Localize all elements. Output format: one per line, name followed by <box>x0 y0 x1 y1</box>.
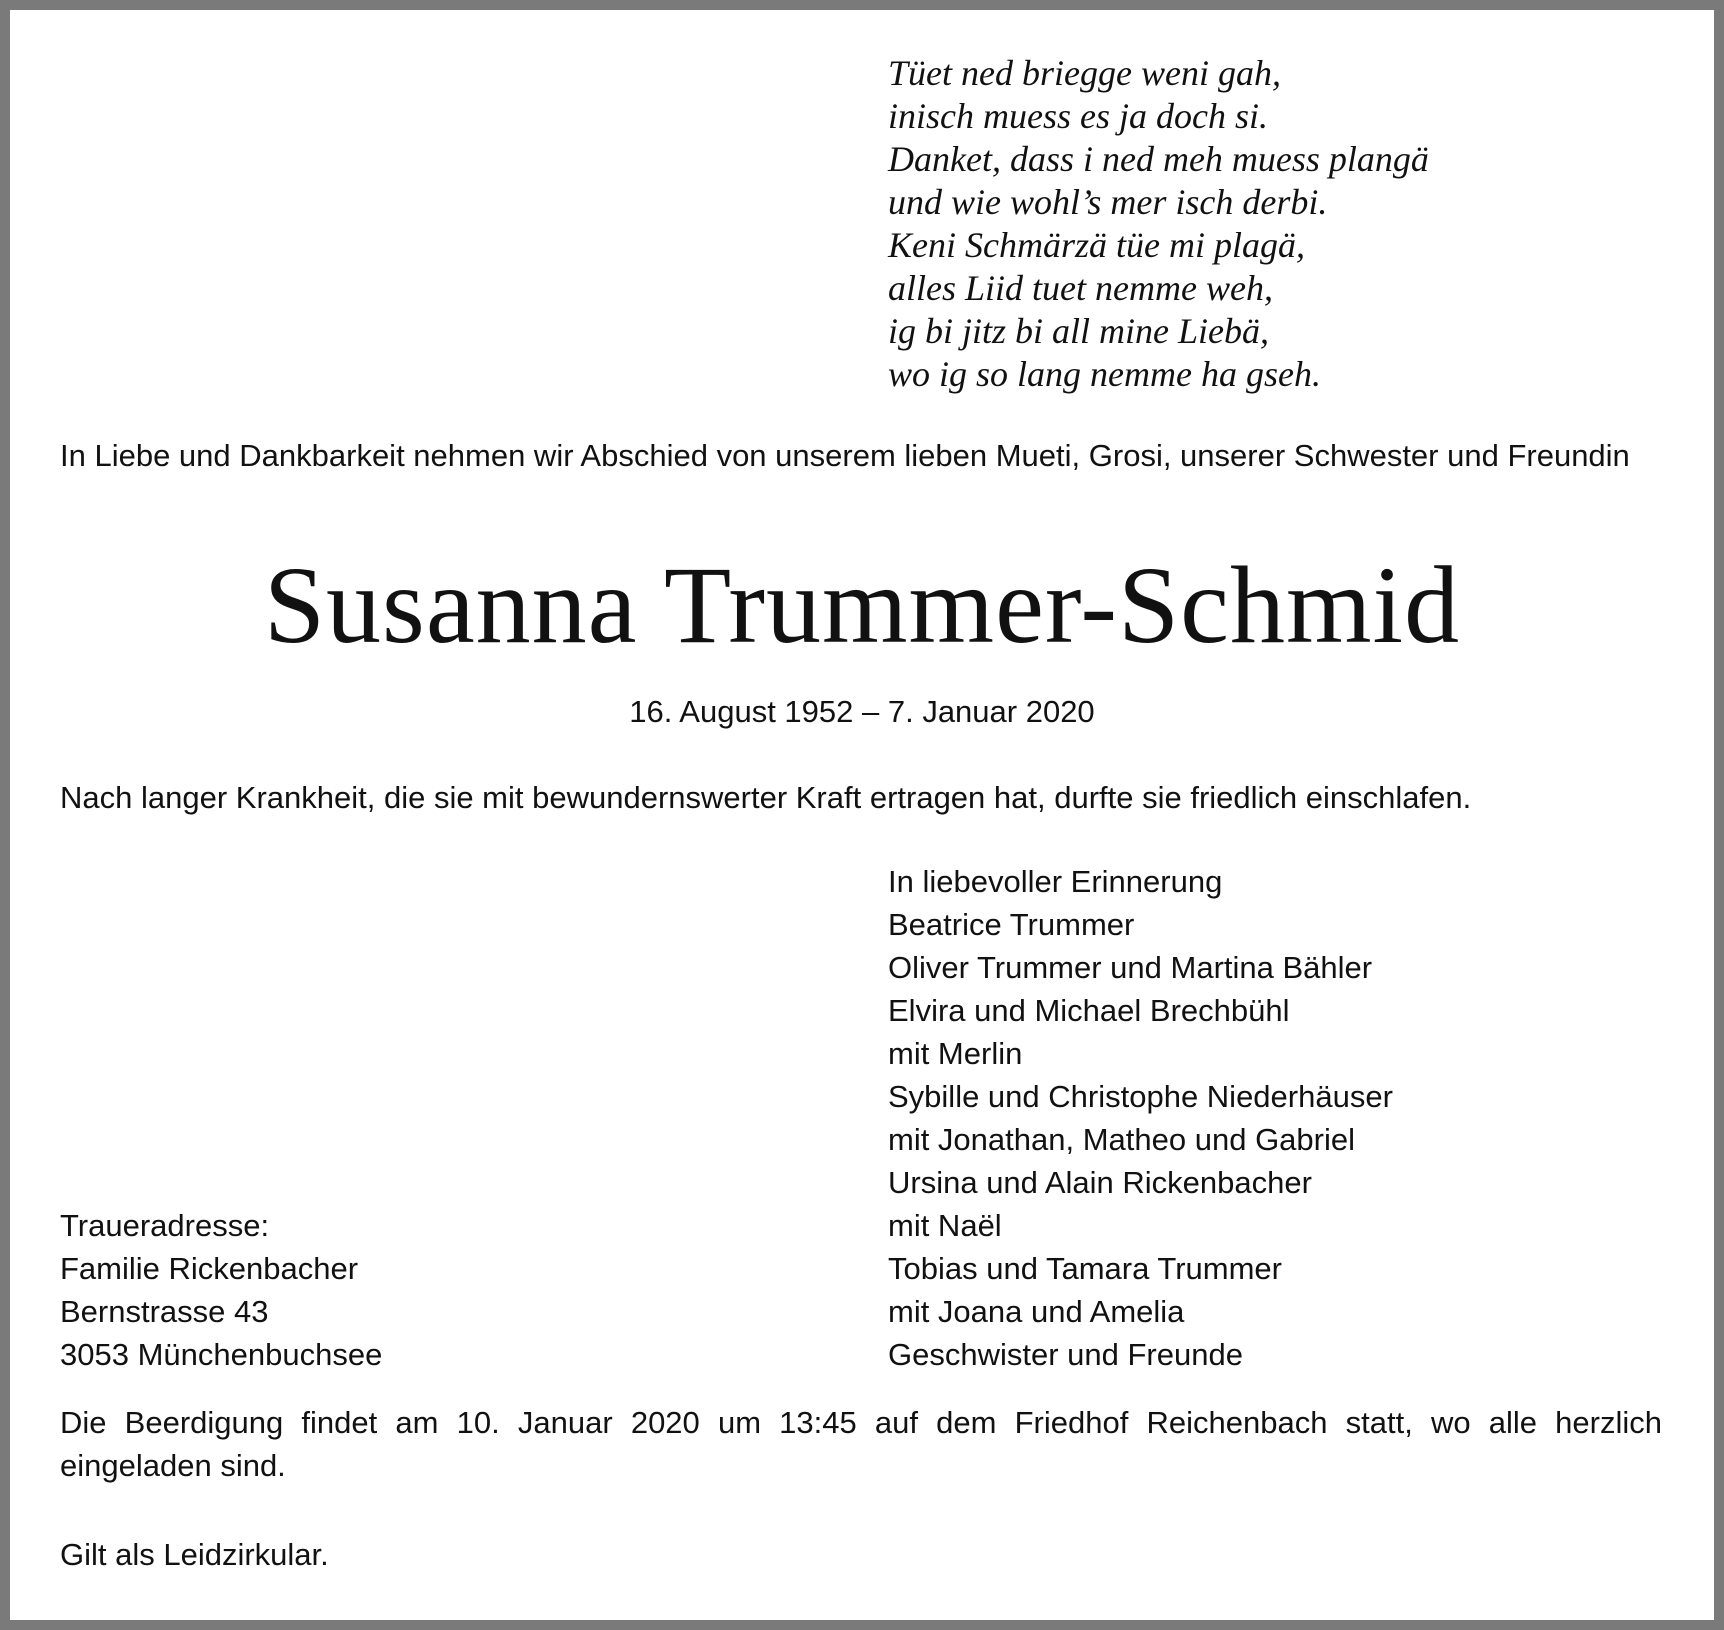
life-dates: 16. August 1952 – 7. Januar 2020 <box>629 694 1095 729</box>
mourners-list <box>888 860 1393 1376</box>
mourning-address <box>60 1204 382 1376</box>
mourner-line: mit Joana und Amelia <box>888 1294 1185 1329</box>
poem-line: inisch muess es ja doch si. <box>888 96 1268 136</box>
poem-line: Tüet ned briegge weni gah, <box>888 53 1281 93</box>
mourner-line: Beatrice Trummer <box>888 907 1135 942</box>
circular-note: Gilt als Leidzirkular. <box>60 1537 329 1572</box>
address-city: 3053 Münchenbuchsee <box>60 1337 383 1372</box>
poem-line: alles Liid tuet nemme weh, <box>888 268 1273 308</box>
address-heading: Traueradresse: <box>60 1208 270 1243</box>
mourner-line: Oliver Trummer und Martina Bähler <box>888 950 1373 985</box>
poem-line: Danket, dass i ned meh muess plangä <box>888 139 1429 179</box>
mourner-line: Elvira und Michael Brechbühl <box>888 993 1290 1028</box>
obituary-notice <box>10 10 1714 1620</box>
poem-line: Keni Schmärzä tüe mi plagä, <box>888 225 1305 265</box>
mourner-line: mit Jonathan, Matheo und Gabriel <box>888 1122 1355 1157</box>
mourners-heading: In liebevoller Erinnerung <box>888 864 1223 899</box>
deceased-name: Susanna Trummer-Schmid <box>263 544 1461 666</box>
mourner-line: mit Merlin <box>888 1036 1023 1071</box>
poem-line: wo ig so lang nemme ha gseh. <box>888 354 1321 394</box>
poem <box>888 52 1429 396</box>
poem-line: ig bi jitz bi all mine Liebä, <box>888 311 1270 351</box>
poem-line: und wie wohl’s mer isch derbi. <box>888 182 1328 222</box>
mourner-line: Sybille und Christophe Niederhäuser <box>888 1079 1393 1114</box>
funeral-announcement: Die Beerdigung findet am 10. Januar 2020 um 13:45 auf dem Friedhof Reichenbach statt, wo alle herzlich eingeladen sind. <box>60 1405 1662 1483</box>
mourner-line: Ursina und Alain Rickenbacher <box>888 1165 1312 1200</box>
address-street: Bernstrasse 43 <box>60 1294 269 1329</box>
mourner-line: Geschwister und Freunde <box>888 1337 1243 1372</box>
farewell-intro: In Liebe und Dankbarkeit nehmen wir Abschied von unserem lieben Mueti, Grosi, unserer Schwester und Freundin <box>60 438 1630 473</box>
illness-statement: Nach langer Krankheit, die sie mit bewundernswerter Kraft ertragen hat, durfte sie friedlich einschlafen. <box>60 780 1472 815</box>
mourner-line: mit Naël <box>888 1208 1002 1243</box>
address-family: Familie Rickenbacher <box>60 1251 359 1286</box>
mourner-line: Tobias und Tamara Trummer <box>888 1251 1282 1286</box>
